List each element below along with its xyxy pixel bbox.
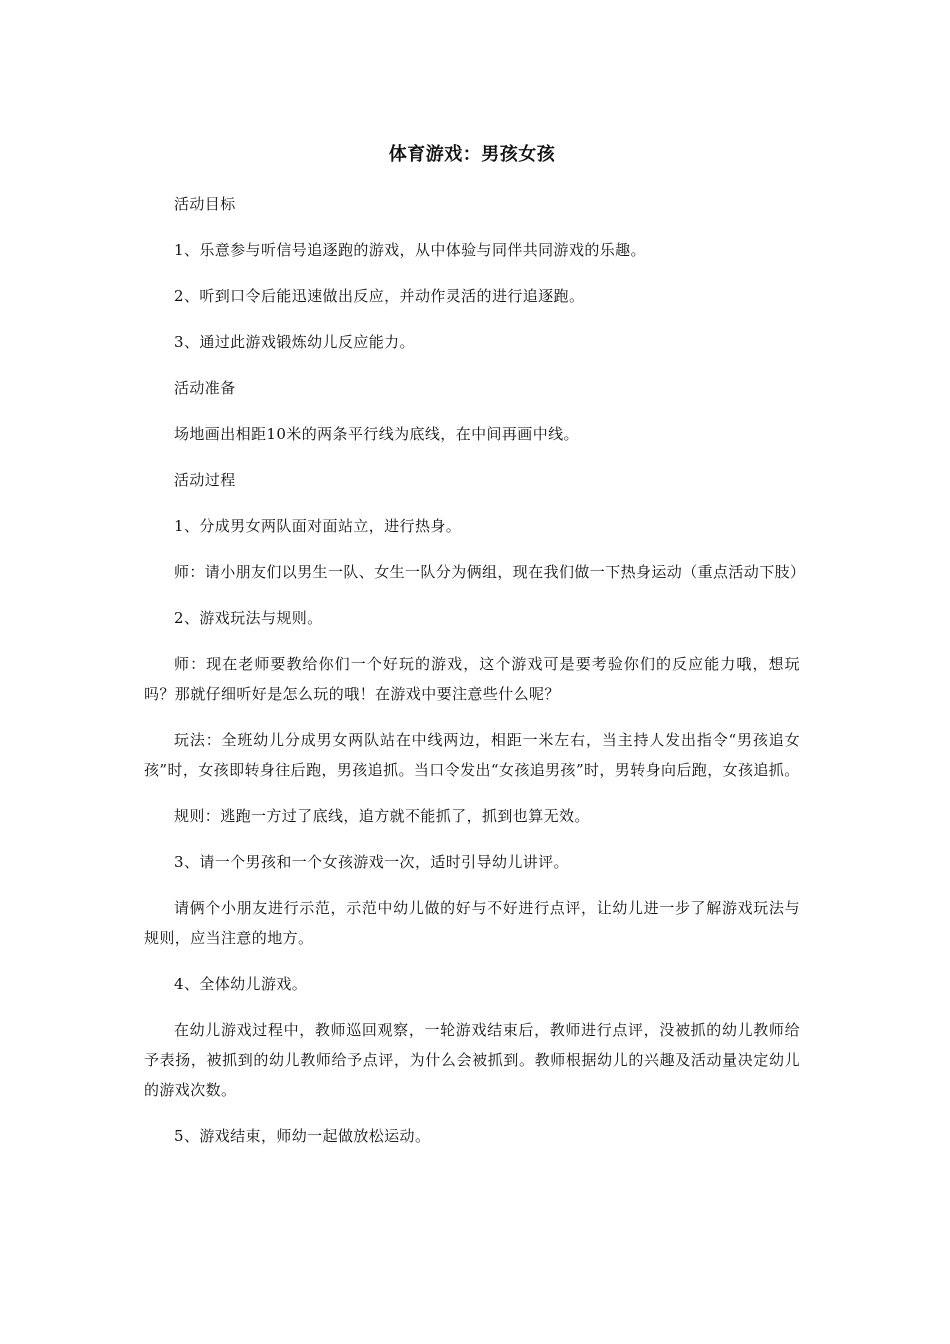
process-step-2: 2、游戏玩法与规则。: [174, 609, 323, 627]
teacher-dialogue-2: 师：现在老师要教给你们一个好玩的游戏，这个游戏可是要考验你们的反应能力哦，想玩吗？那就仔细听好是怎么玩的哦！在游戏中要注意些什么呢？: [144, 655, 800, 703]
process-step-1: 1、分成男女两队面对面站立，进行热身。: [174, 517, 462, 535]
preparation-text: 场地画出相距10米的两条平行线为底线，在中间再画中线。: [174, 425, 579, 443]
process-step-4: 4、全体幼儿游戏。: [174, 975, 308, 993]
document-title: 体育游戏：男孩女孩: [388, 144, 556, 165]
section-heading-preparation: 活动准备: [174, 379, 236, 397]
teacher-dialogue-1: 师：请小朋友们以男生一队、女生一队分为俩组，现在我们做一下热身运动（重点活动下肢）: [174, 563, 806, 581]
game-rules: 规则：逃跑一方过了底线，追方就不能抓了，抓到也算无效。: [174, 807, 590, 825]
observation-text: 在幼儿游戏过程中，教师巡回观察，一轮游戏结束后，教师进行点评，没被抓的幼儿教师给予表扬，被抓到的幼儿教师给予点评，为什么会被抓到。教师根据幼儿的兴趣及活动量决定幼儿的游戏次数。: [144, 1021, 800, 1099]
section-heading-process: 活动过程: [174, 471, 236, 489]
document-body: [144, 140, 806, 1167]
process-step-3: 3、请一个男孩和一个女孩游戏一次，适时引导幼儿讲评。: [174, 853, 569, 871]
goal-item-3: 3、通过此游戏锻炼幼儿反应能力。: [174, 333, 415, 351]
goal-item-2: 2、听到口令后能迅速做出反应，并动作灵活的进行追逐跑。: [174, 287, 585, 305]
section-heading-goals: 活动目标: [174, 195, 236, 213]
process-step-5: 5、游戏结束，师幼一起做放松运动。: [174, 1127, 431, 1145]
demonstration-text: 请俩个小朋友进行示范，示范中幼儿做的好与不好进行点评，让幼儿进一步了解游戏玩法与规则，应当注意的地方。: [144, 899, 800, 947]
goal-item-1: 1、乐意参与听信号追逐跑的游戏，从中体验与同伴共同游戏的乐趣。: [174, 241, 646, 259]
gameplay-description: 玩法：全班幼儿分成男女两队站在中线两边，相距一米左右，当主持人发出指令“男孩追女孩”时，女孩即转身往后跑，男孩追抓。当口令发出“女孩追男孩”时，男转身向后跑，女孩追抓。: [144, 731, 800, 779]
